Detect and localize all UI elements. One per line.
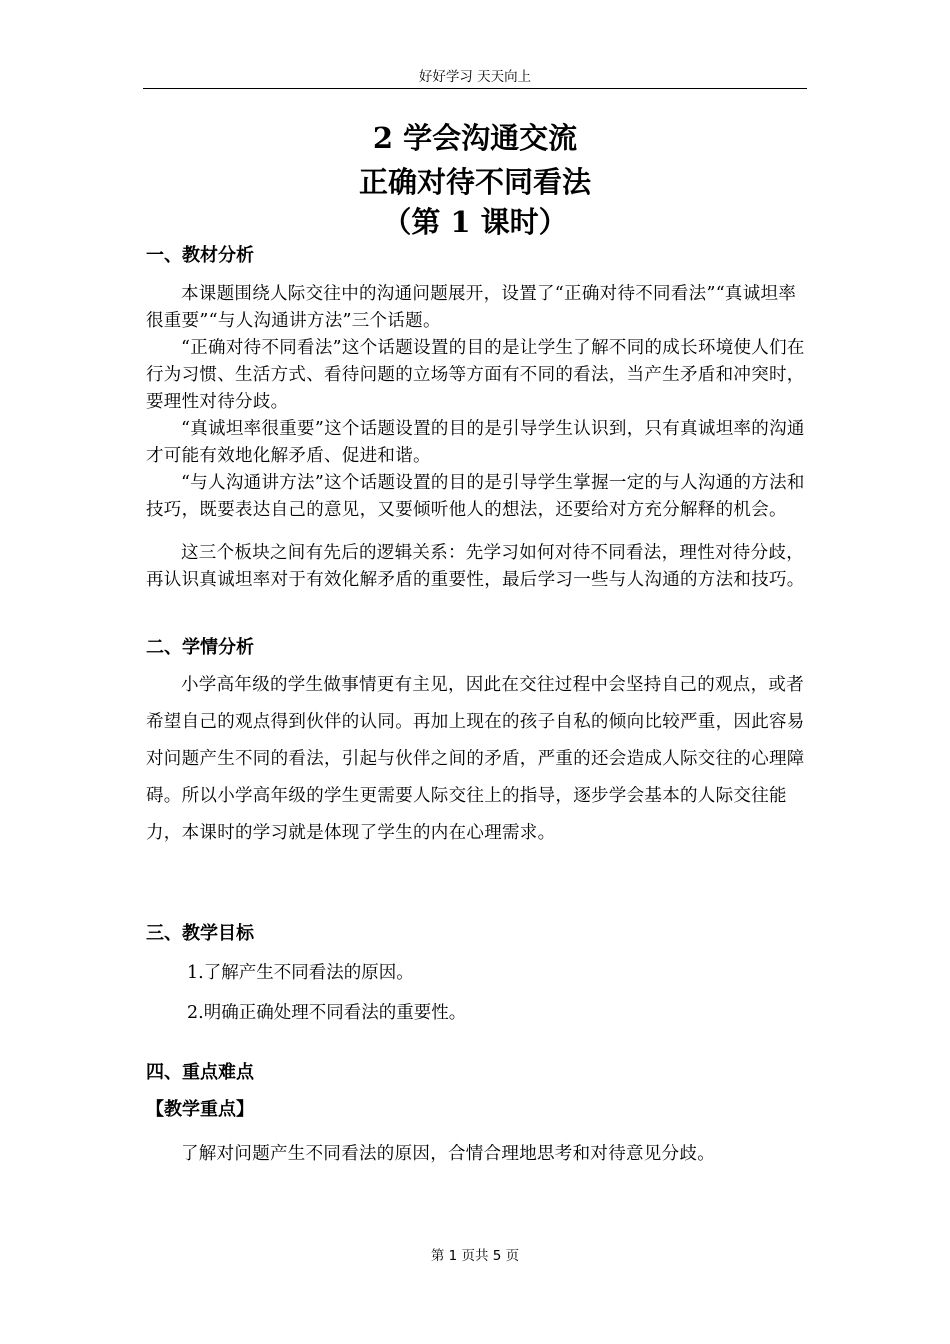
textbook-analysis-paragraph-5: 这三个板块之间有先后的逻辑关系：先学习如何对待不同看法，理性对待分歧，再认识真诚坦率对于有效化解矛盾的重要性，最后学习一些与人沟通的方法和技巧。 <box>146 543 805 590</box>
teaching-goal-item-2: 2.明确正确处理不同看法的重要性。 <box>187 1003 467 1023</box>
lesson-period: （第 1 课时） <box>382 205 568 239</box>
textbook-analysis-paragraph-3: “真诚坦率很重要”这个话题设置的目的是引导学生认识到，只有真诚坦率的沟通才可能有效地化解矛盾、促进和谐。 <box>146 419 805 466</box>
page-header: 好好学习 天天向上 <box>143 66 807 89</box>
textbook-analysis-paragraph-2: “正确对待不同看法”这个话题设置的目的是让学生了解不同的成长环境使人们在行为习惯、生活方式、看待问题的立场等方面有不同的看法，当产生矛盾和冲突时，要理性对待分歧。 <box>146 338 805 412</box>
student-analysis-paragraph: 小学高年级的学生做事情更有主见，因此在交往过程中会坚持自己的观点，或者希望自己的观点得到伙伴的认同。再加上现在的孩子自私的倾向比较严重，因此容易对问题产生不同的看法，引起与伙伴之间的矛盾，严重的还会造成人际交往的心理障碍。所以小学高年级的学生更需要人际交往上的指导，逐步学会基本的人际交往能力，本课时的学习就是体现了学生的内在心理需求。 <box>146 675 805 843</box>
textbook-analysis-paragraph-4: “与人沟通讲方法”这个话题设置的目的是引导学生掌握一定的与人沟通的方法和技巧，既要表达自己的意见，又要倾听他人的想法，还要给对方充分解释的机会。 <box>146 473 805 520</box>
subheading-teaching-focus: 【教学重点】 <box>146 1099 254 1120</box>
page-footer: 第 1 页共 5 页 <box>430 1248 520 1264</box>
section-heading-key-difficult-points: 四、重点难点 <box>146 1062 254 1083</box>
document-subtitle: 正确对待不同看法 <box>358 165 591 199</box>
section-heading-textbook-analysis: 一、教材分析 <box>146 245 254 266</box>
section-heading-student-analysis: 二、学情分析 <box>146 637 254 658</box>
document-title: 2 学会沟通交流 <box>372 121 578 155</box>
teaching-goal-item-1: 1.了解产生不同看法的原因。 <box>187 963 414 983</box>
teaching-focus-paragraph: 了解对问题产生不同看法的原因，合情合理地思考和对待意见分歧。 <box>181 1144 715 1164</box>
textbook-analysis-paragraph-1: 本课题围绕人际交往中的沟通问题展开，设置了“正确对待不同看法”“真诚坦率很重要”“与人沟通讲方法”三个话题。 <box>146 284 797 331</box>
section-heading-teaching-goals: 三、教学目标 <box>146 923 254 944</box>
